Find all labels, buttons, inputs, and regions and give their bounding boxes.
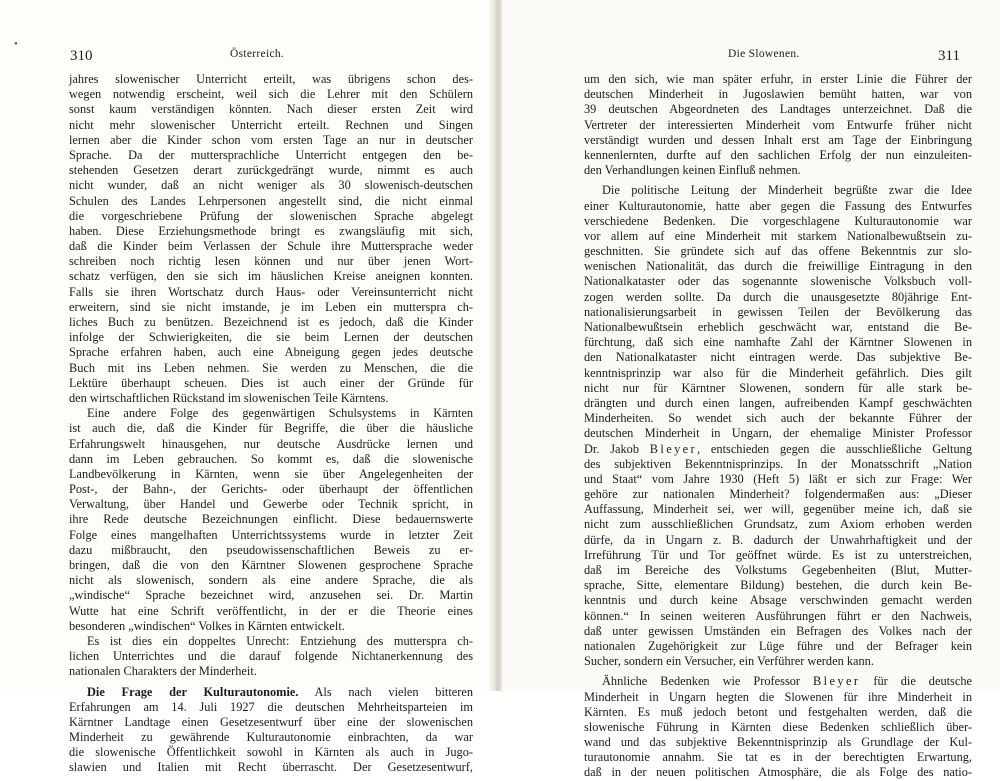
text-line: schatz verfügen, den sie sich im häuslichen Kreise aneignen konnten. xyxy=(69,269,473,284)
text-line: schreiben noch richtig lesen können und nur über jenen Wort- xyxy=(69,254,473,269)
text-line: gehöre zur nationalen Minderheit? folgendermaßen aus: „Dieser xyxy=(584,487,972,502)
text-line: turautonomie annahm. Sie tat es in der berechtigten Erwartung, xyxy=(584,750,972,765)
text-line: Sprache erfahren haben, auch eine Abneigung gegen jedes deutsche xyxy=(69,345,473,360)
text-line: den Nationalkataster nicht eintragen werde. Das subjektive Be- xyxy=(584,350,972,365)
text-line: deutschen Minderheit in Jugoslawien bemüht hatten, war von xyxy=(584,87,972,102)
text-line: daß die Kinder beim Verlassen der Schule ihre Muttersprache weder xyxy=(69,239,473,254)
text-line: die slowenische Öffentlichkeit sowohl in Kärnten als auch in Jugo- xyxy=(69,745,473,760)
text-line: wand und das subjektive Bekenntnisprinzip als Grundlage der Kul- xyxy=(584,735,972,750)
text-line: Buch mit ins Leben nehmen. Sie werden zu Menschen, die die xyxy=(69,360,473,375)
text-line: verschiedene Bedenken. Die vorgeschlagene Kulturautonomie war xyxy=(584,213,972,228)
text-line: den wirtschaftlichen Rückstand im slowenischen Teile Kärntens. xyxy=(69,390,389,405)
text-line: slawien und Italien mit Recht überrascht. Der Gesetzesentwurf, xyxy=(69,760,473,775)
text-line: Nationalbewußtsein erheblich geschwächt war, entstand die Be- xyxy=(584,320,972,334)
text-line: nationalisierungsarbeit in gewissen Teilen der Bevölkerung das xyxy=(584,304,972,319)
text-line: einer Kulturautonomie, hatte aber gegen die Fassung des Entwurfes xyxy=(584,198,972,213)
left-page xyxy=(0,0,494,775)
text-line: haben. Diese Erziehungsmethode bringt es zwangsläufig mit sich, xyxy=(69,223,473,238)
text-line: Falls sie ihren Wortschatz durch Haus- oder Vereinsunterricht nicht xyxy=(69,284,473,299)
text-line: verständigt wurden und dessen Inhalt erst am Tage der Einbringung xyxy=(584,132,972,147)
text-line: Sucher, sondern ein Versucher, ein Verführer werden kann. xyxy=(584,654,874,669)
text-line: Verwaltung, über Handel und Gewerbe oder Technik spricht, in xyxy=(69,497,473,512)
text-line: Lektüre überhaupt scheuen. Dies ist auch einer der Gründe für xyxy=(69,375,473,390)
text-line: lichen Unterrichtes und die darauf folgende Nichtanerkennung des xyxy=(69,649,473,664)
text-line: daß unter gewissen Umständen ein Befragen des Volkes nach der xyxy=(584,623,972,638)
spaced-name: Bleyer xyxy=(649,441,698,456)
text-line: ihre Rede deutsche Bezeichnungen einflicht. Diese bedauernswerte xyxy=(69,512,473,527)
text-line: Schulen des Landes Lehrpersonen angestellt sind, die nicht einmal xyxy=(69,193,473,208)
section-first-line xyxy=(69,685,473,700)
page-number-right: 311 xyxy=(938,48,960,64)
text-line: bringen, daß die von den Kärntner Slowenen gesprochene Sprache xyxy=(69,558,473,572)
text-line: nicht nur für Kärntner Slowenen, sondern für alle stark be- xyxy=(584,380,972,395)
text-line: Auffassung, Minderheit sei, wer will, gegenüber meine ich, daß sie xyxy=(584,502,972,517)
text-line: die vorgeschriebene Prüfung der slowenischen Sprache abgelegt xyxy=(69,208,473,223)
text-line: „windische“ Sprache bezeichnet wird, anzusehen sei. Dr. Martin xyxy=(69,588,473,603)
text-line: besonderen „windischen“ Volkes in Kärnten entwickelt. xyxy=(69,618,345,633)
right-page-text xyxy=(584,72,972,781)
text-line: wenischen Nationalität, das durch die freiwillige Eintragung in den xyxy=(584,259,972,274)
text-line: liches Buch zu benützen. Bezeichnend ist es jedoch, daß die Kinder xyxy=(69,315,473,329)
text-line: nationalen Zugehörigkeit zur Lüge führe und der Befrager kein xyxy=(584,638,972,653)
text-line: Minderheit in Ungarn hegten die Slowenen für ihre Minderheit in xyxy=(584,689,972,704)
text-line: geschnitten. Sie gründete sich auf das offene Bekenntnis zur slo- xyxy=(584,244,972,259)
text-line: deutschen Minderheit in Ungarn, der ehemalige Minister Professor xyxy=(584,426,972,441)
text-line: slowenische Führung in Kärnten diese Bedenken schließlich über- xyxy=(584,719,972,734)
right-page xyxy=(502,0,1000,780)
text-line: erweitern, sind sie nicht imstande, je im Leben ein mutterspra ch- xyxy=(69,299,473,314)
text-line: drängten und durch einen langen, aufreibenden Kampf geschwächten xyxy=(584,395,972,410)
text-line: kennenlernten, durfte auf den sachlichen Erfolg der nun einzuleiten- xyxy=(584,147,972,162)
text-line: Landbevölkerung in Kärnten, wenn sie über Angelegenheiten der xyxy=(69,466,473,481)
page-number-left: 310 xyxy=(70,48,93,64)
text-line: dann im Leben gebrauchen. So kommt es, daß die slowenische xyxy=(69,451,473,466)
text-line: dazu mißbraucht, den pseudowissenschaftlichen Beweis zu er- xyxy=(69,542,473,557)
text-line: Irreführung Tür und Tor geöffnet würde. Es ist zu unterstreichen, xyxy=(584,547,972,562)
text-line: nicht zum ausschließlichen Grundsatz, zum Axiom erhoben werden xyxy=(584,517,972,532)
text-line: Die politische Leitung der Minderheit begrüßte zwar die Idee xyxy=(602,183,972,198)
text-line: Dr. Jakob Bleyer, entschieden gegen die ausschließliche Geltung xyxy=(584,441,972,456)
left-page-text xyxy=(69,72,473,776)
text-line: Kärntner Landtage einen Gesetzesentwurf über eine der slowenischen xyxy=(69,714,473,729)
text-line: Folge eines mangelhaften Unterrichtssystems wurde in letzter Zeit xyxy=(69,527,473,542)
text-line: Ähnliche Bedenken wie Professor Bleyer für die deutsche xyxy=(602,674,972,689)
section-heading: Die Frage der Kulturautonomie. xyxy=(87,684,299,699)
section-line-start: Als nach vielen bitteren xyxy=(314,684,473,699)
text-line: Kärnten. Es muß jedoch betont und festgehalten werden, daß die xyxy=(584,704,972,719)
text-line: nicht wunder, daß an nicht weniger als 30 slowenisch-deutschen xyxy=(69,178,473,193)
text-line: nicht als slowenisch, sondern als eine andere Sprache, die als xyxy=(69,573,473,588)
text-line: Eine andere Folge des gegenwärtigen Schulsystems in Kärnten xyxy=(87,406,473,421)
text-line: können.“ In seinen weiteren Ausführungen führt er den Nachweis, xyxy=(584,608,972,623)
text-line: Erfahrungen am 14. Juli 1927 die deutschen Mehrheitsparteien im xyxy=(69,699,473,714)
text-line: Sprache. Da der muttersprachliche Unterricht entgegen den be- xyxy=(69,147,473,162)
text-line: fürchtung, daß sich eine namhafte Zahl der Kärntner Slowenen in xyxy=(584,335,972,350)
running-head-left: Österreich. xyxy=(230,48,285,60)
text-line: kenntnisprinzip war also für die Minderheit gefährlich. Dies gilt xyxy=(584,365,972,380)
text-line: daß im Bereiche des Volkstums Gegebenheiten (Blut, Mutter- xyxy=(584,563,972,577)
text-line: Erfahrungswelt hinausgehen, nur deutsche Ausdrücke lernen und xyxy=(69,436,473,451)
text-line: Wutte hat eine Schrift veröffentlicht, in der er die Theorie eines xyxy=(69,603,473,618)
text-line: Minderheit zu gewährende Kulturautonomie einbrachten, da war xyxy=(69,730,473,745)
text-line: lernen aber die Kinder schon vom ersten Tage an nur in deutscher xyxy=(69,132,473,147)
text-line: Nationalkataster oder das sogenannte slowenische Volksbuch voll- xyxy=(584,274,972,289)
text-line: des subjektiven Bekenntnisprinzips. In der Monatsschrift „Nation xyxy=(584,456,972,471)
spaced-name: Bleyer xyxy=(813,674,861,689)
text-line: nationalen Charakters der Minderheit. xyxy=(69,664,257,679)
text-line: dürfe, da in Ungarn z. B. dadurch der Unwahrhaftigkeit und der xyxy=(584,532,972,547)
text-line: Minderheiten. So wendet sich auch der bekannte Führer der xyxy=(584,411,972,426)
text-line: kenntnis und durch keine Absage verschwinden gemacht werden xyxy=(584,593,972,608)
text-line: um den sich, wie man später erfuhr, in erster Linie die Führer der xyxy=(584,72,972,86)
text-line: nicht mehr slowenischer Unterricht erteilt. Rechnen und Singen xyxy=(69,117,473,132)
text-line: Vertreter der interessierten Minderheit vom Entwurfe früher nicht xyxy=(584,117,972,132)
text-line: wegen notwendig erscheint, weil sich die Lehrer mit den Schülern xyxy=(69,87,473,102)
text-line: sprache, Sitte, elementare Bildung) bestehen, die durch kein Be- xyxy=(584,578,972,593)
text-line: infolge der Schwierigkeiten, die sie beim Lernen der deutschen xyxy=(69,330,473,345)
text-line: daß in der neuen politischen Atmosphäre, die als Folge des natio- xyxy=(584,765,972,780)
margin-dot: • xyxy=(14,38,18,50)
text-line: ist auch die, daß die Kinder für Begriffe, die über die häusliche xyxy=(69,421,473,436)
text-line: und Staat“ vom Jahre 1930 (Heft 5) läßt er sich zur Frage: Wer xyxy=(584,471,972,486)
running-head-right: Die Slowenen. xyxy=(728,48,800,60)
text-line: vor allem auf eine Minderheit mit starkem Nationalbewußtsein zu- xyxy=(584,228,972,243)
text-line: zogen werden sollte. Da durch die unausgesetzte 80jährige Ent- xyxy=(584,289,972,304)
text-line: stehenden Gesetzen derart zurückgedrängt wurde, nimmt es auch xyxy=(69,163,473,178)
text-line: Post-, der Bahn-, der Gerichts- oder überhaupt der öffentlichen xyxy=(69,482,473,497)
text-line: jahres slowenischer Unterricht erteilt, was übrigens schon des- xyxy=(69,72,473,86)
text-line: 39 deutschen Abgeordneten des Landtages unterzeichnet. Daß die xyxy=(584,102,972,117)
text-line: den Verhandlungen keinen Einfluß nehmen. xyxy=(584,163,801,178)
text-line: sonst kaum verständigen könnten. Nach dieser ersten Zeit wird xyxy=(69,102,473,117)
text-line: Es ist dies ein doppeltes Unrecht: Entziehung des mutterspra ch- xyxy=(87,633,473,648)
